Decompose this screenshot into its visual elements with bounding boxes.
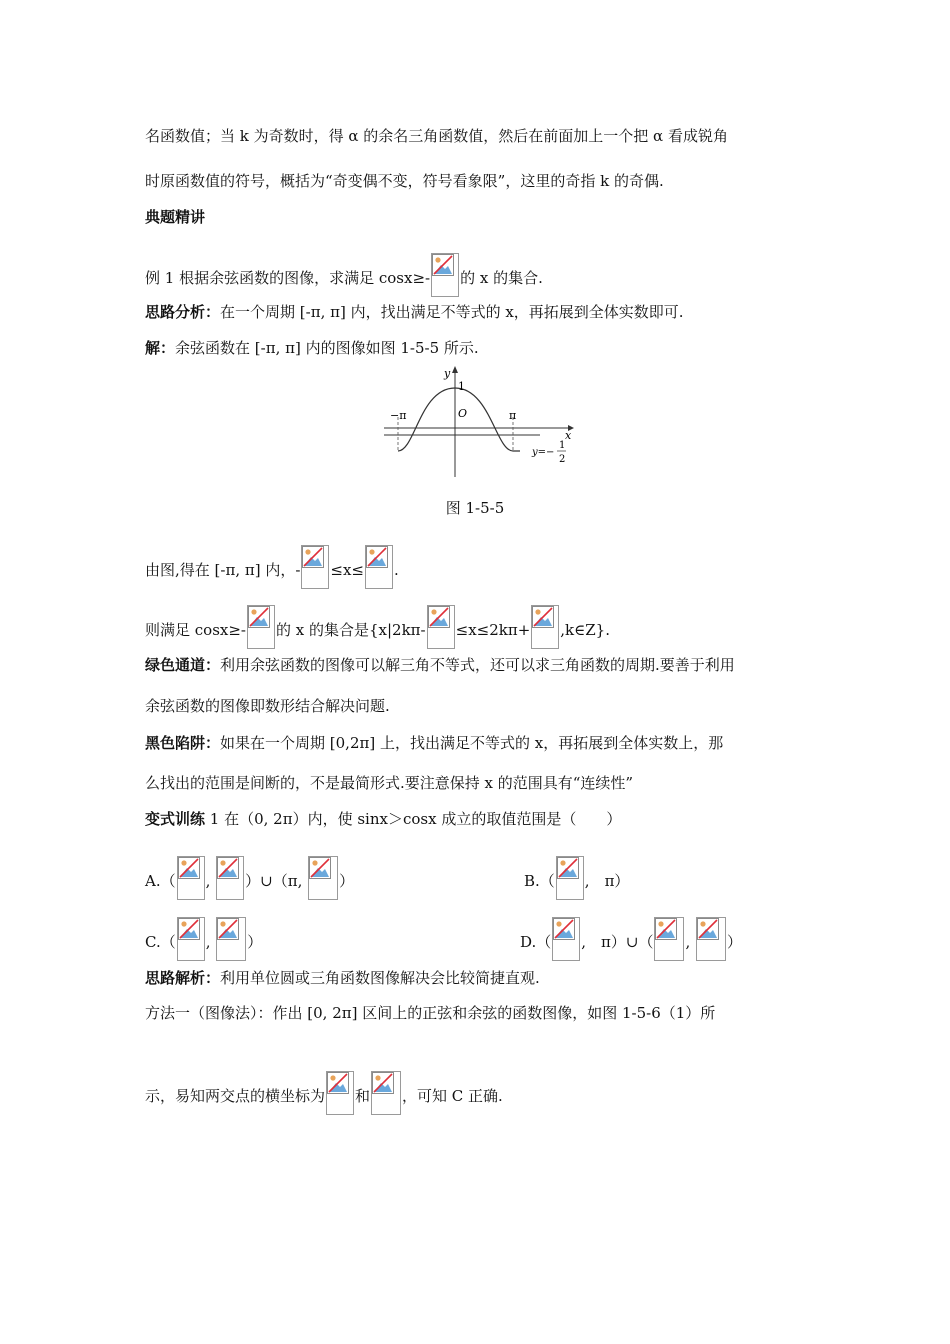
analysis-text: 在一个周期 [-π, π] 内，找出满足不等式的 x，再拓展到全体实数即可. <box>220 303 684 321</box>
black-trap-line-2: 么找出的范围是间断的，不是最简形式.要注意保持 x 的范围具有“连续性” <box>145 774 634 792</box>
formula-image-icon <box>216 856 244 900</box>
from-figure-line <box>145 545 399 589</box>
formula-image-icon <box>427 605 455 649</box>
from-figure-text-c: . <box>394 561 399 579</box>
formula-image-icon <box>247 605 275 649</box>
variant-label: 变式训练 <box>145 810 206 828</box>
option-d-prefix: D.（ <box>520 933 552 951</box>
figure-caption: 图 1-5-5 <box>445 499 505 517</box>
method-one-line: 方法一（图像法）：作出 [0, 2π] 区间上的正弦和余弦的函数图像，如图 1-5-6（1）所 <box>145 1004 716 1022</box>
option-a-mid: ）∪（π, <box>245 872 303 890</box>
option-b <box>524 856 629 900</box>
analysis2-label: 思路解析： <box>145 969 221 987</box>
formula-image-icon <box>216 917 246 961</box>
final-text-c: ，可知 C 正确. <box>402 1087 503 1105</box>
y-axis-arrow <box>452 366 458 373</box>
formula-image-icon <box>301 545 329 589</box>
solution-label: 解： <box>145 339 176 357</box>
solution-text: 余弦函数在 [-π, π] 内的图像如图 1-5-5 所示. <box>175 339 479 357</box>
black-trap-text-1: 如果在一个周期 [0,2π] 上，找出满足不等式的 x，再拓展到全体实数上，那 <box>220 734 724 752</box>
option-d <box>520 917 742 961</box>
formula-image-icon <box>654 917 684 961</box>
option-d-sep: , <box>685 933 691 951</box>
analysis2-text: 利用单位圆或三角函数图像解决会比较简捷直观. <box>220 969 540 987</box>
analysis-label: 思路分析： <box>145 303 221 321</box>
example-1 <box>145 253 543 297</box>
solution-line <box>145 337 479 359</box>
para-line-1: 名函数值；当 k 为奇数时，得 α 的余名三角函数值，然后在前面加上一个把 α 看成锐角 <box>145 127 728 145</box>
formula-image-icon <box>326 1071 354 1115</box>
option-a-prefix: A.（ <box>145 872 176 890</box>
example-1-text-b: 的 x 的集合. <box>460 269 543 287</box>
final-line <box>145 1071 503 1115</box>
option-c-suffix: ） <box>247 933 263 951</box>
solution-set-line <box>145 605 610 649</box>
green-tip-text-1: 利用余弦函数的图像可以解三角不等式，还可以求三角函数的周期.要善于利用 <box>220 656 735 674</box>
option-c <box>145 917 262 961</box>
formula-image-icon <box>365 545 393 589</box>
option-d-suffix: ） <box>727 933 743 951</box>
para-line-2: 时原函数值的符号，概括为“奇变偶不变，符号看象限”，这里的奇指 k 的奇偶. <box>145 172 664 190</box>
option-b-suffix: , π） <box>584 872 630 890</box>
formula-image-icon <box>177 917 205 961</box>
cosine-graph-figure <box>380 365 580 480</box>
green-tip-label: 绿色通道： <box>145 656 221 674</box>
one-label: 1 <box>458 380 465 393</box>
option-a-sep: , <box>205 872 211 890</box>
line-label: y=− <box>532 447 555 458</box>
set-text-a: 则满足 cosx≥- <box>145 621 246 639</box>
formula-image-icon <box>308 856 338 900</box>
option-a <box>145 856 354 900</box>
formula-image-icon <box>371 1071 401 1115</box>
variant-exercise <box>145 808 621 830</box>
formula-image-icon <box>177 856 205 900</box>
set-text-d: ,k∈Z}. <box>560 621 610 639</box>
green-tip-line-2: 余弦函数的图像即数形结合解决问题. <box>145 697 390 715</box>
origin-label: O <box>458 407 468 420</box>
set-text-b: 的 x 的集合是{x|2kπ- <box>276 621 426 639</box>
frac-den: 2 <box>559 454 566 465</box>
from-figure-text-b: ≤x≤ <box>330 561 365 579</box>
formula-image-icon <box>696 917 726 961</box>
neg-pi-label: −π <box>390 409 407 422</box>
option-b-prefix: B.（ <box>524 872 555 890</box>
y-label: y <box>444 367 451 380</box>
formula-image-icon <box>556 856 584 900</box>
option-a-suffix: ） <box>339 872 355 890</box>
black-trap-line-1 <box>145 732 723 754</box>
option-c-prefix: C.（ <box>145 933 176 951</box>
analysis2-line <box>145 967 540 989</box>
analysis-line <box>145 301 684 323</box>
x-label: x <box>565 429 572 442</box>
final-text-a: 示，易知两交点的横坐标为 <box>145 1087 326 1105</box>
final-text-b: 和 <box>355 1087 371 1105</box>
option-d-mid: , π）∪（ <box>581 933 654 951</box>
from-figure-text-a: 由图,得在 [-π, π] 内，- <box>145 561 301 579</box>
frac-num: 1 <box>559 440 566 451</box>
example-1-text-a: 例 1 根据余弦函数的图像，求满足 cosx≥- <box>145 269 431 287</box>
formula-image-icon <box>552 917 580 961</box>
variant-text: 1 在（0, 2π）内，使 sinx＞cosx 成立的取值范围是（ ） <box>205 810 622 828</box>
black-trap-label: 黑色陷阱： <box>145 734 221 752</box>
green-tip-line-1 <box>145 654 735 676</box>
set-text-c: ≤x≤2kπ+ <box>455 621 531 639</box>
formula-image-icon <box>531 605 559 649</box>
pi-label: π <box>509 409 517 422</box>
formula-image-icon <box>431 253 459 297</box>
section-heading: 典题精讲 <box>145 208 206 226</box>
option-c-sep: , <box>205 933 211 951</box>
